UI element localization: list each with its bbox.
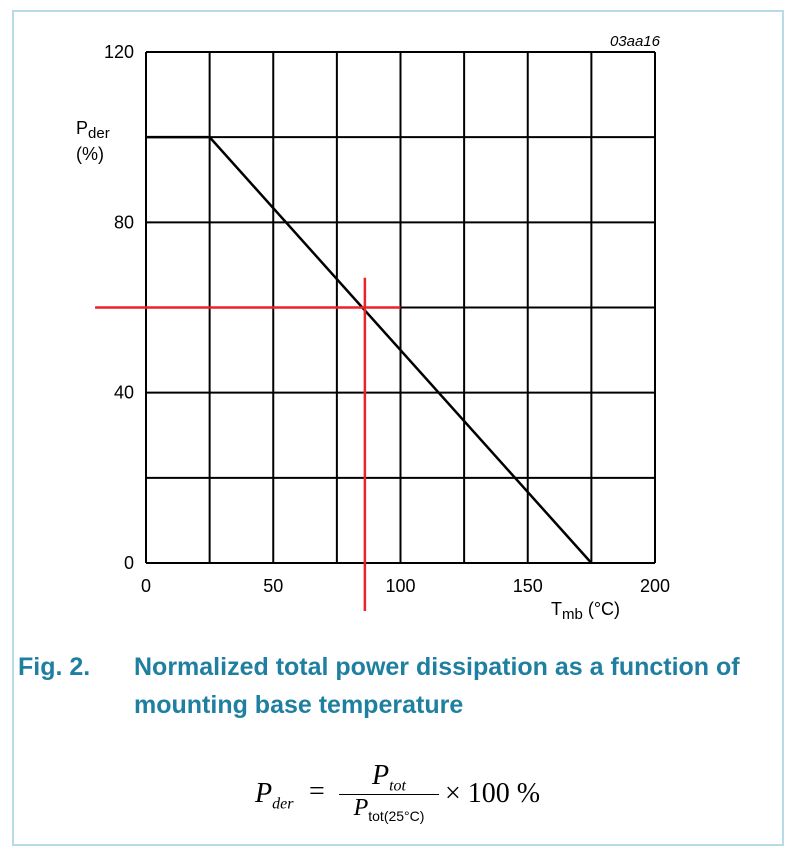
formula-denominator-main: P — [353, 795, 369, 821]
x-tick-label: 100 — [385, 576, 416, 596]
formula-lhs — [255, 778, 293, 814]
y-tick-label: 0 — [123, 553, 134, 573]
derating-curve — [146, 137, 591, 563]
tick-layer — [104, 42, 670, 596]
figure-caption-text: Normalized total power dissipation as a function of mounting base temperature — [134, 653, 740, 719]
formula-lhs-main: P — [255, 778, 273, 809]
derating-formula — [255, 760, 575, 832]
x-axis-label-main: T — [551, 599, 562, 619]
y-axis-unit: (%) — [76, 144, 104, 164]
y-axis-label-main: P — [76, 118, 89, 138]
formula-numerator-sub: tot — [389, 777, 406, 795]
formula-lhs-sub: der — [272, 795, 294, 813]
x-tick-label: 0 — [140, 576, 152, 596]
x-axis-label — [551, 599, 620, 623]
formula-equals: = — [309, 776, 325, 807]
formula-fraction — [337, 760, 441, 824]
formula-rhs: × 100 % — [445, 778, 541, 809]
y-tick-label: 120 — [103, 42, 134, 62]
formula-denominator-sub: tot(25°C) — [368, 807, 425, 824]
x-tick-label: 200 — [639, 576, 671, 596]
figure-code: 03aa16 — [609, 33, 660, 50]
x-tick-label: 50 — [263, 576, 284, 596]
x-axis-label-sub: mb — [562, 606, 583, 623]
formula-numerator — [337, 760, 441, 794]
marker-layer — [95, 278, 400, 611]
figure-number: Fig. 2. — [18, 653, 91, 681]
formula-denominator — [337, 795, 441, 824]
y-tick-label: 40 — [113, 382, 134, 403]
series-layer — [146, 137, 591, 563]
formula-numerator-main: P — [372, 760, 390, 791]
y-axis-label-sub: der — [88, 125, 110, 142]
x-axis-label-unit: (°C) — [582, 599, 621, 619]
x-tick-label: 150 — [512, 576, 543, 596]
y-tick-label: 80 — [113, 212, 134, 233]
y-axis-label — [76, 118, 110, 142]
